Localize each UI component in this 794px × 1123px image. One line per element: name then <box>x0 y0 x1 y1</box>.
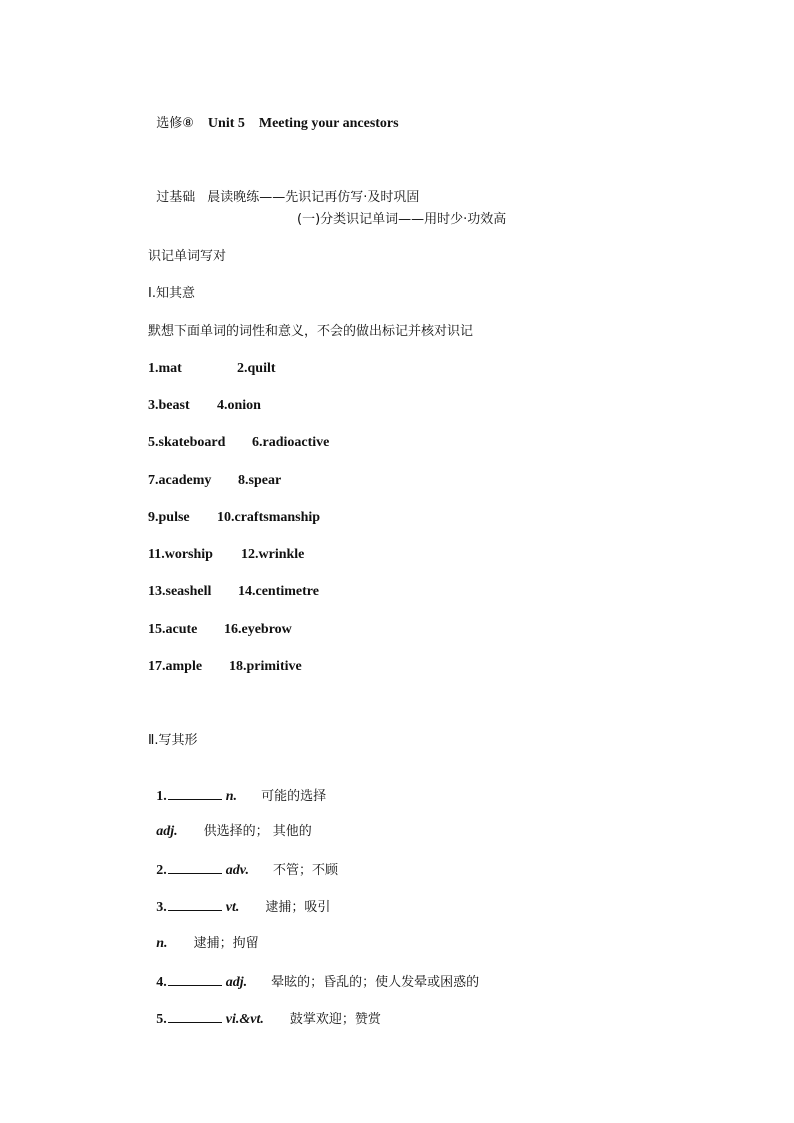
answer-blank[interactable] <box>168 973 222 986</box>
item-number: 3. <box>156 900 167 915</box>
list-item <box>148 845 338 879</box>
unit-label: Unit 5 <box>207 116 245 131</box>
part-of-speech: n. <box>225 789 238 804</box>
word-item: 6.radioactive <box>252 435 330 450</box>
part-of-speech: vt. <box>225 900 240 915</box>
list-item <box>148 882 330 916</box>
part-of-speech: adv. <box>225 863 249 878</box>
word-item: 14.centimetre <box>238 584 319 599</box>
part-of-speech: adj. <box>156 824 178 839</box>
meaning: 逮捕；拘留 <box>193 936 259 951</box>
meaning: 供选择的； 其他的 <box>203 824 312 839</box>
word-item: 13.seashell <box>148 584 212 599</box>
meaning: 逮捕；吸引 <box>265 900 331 915</box>
word-item: 4.onion <box>217 398 261 413</box>
answer-blank[interactable] <box>168 898 222 911</box>
unit-title: Meeting your ancestors <box>258 116 399 131</box>
list-item <box>148 547 304 563</box>
section-subtitle: 晨读晚练——先识记再仿写·及时巩固 <box>207 190 420 205</box>
word-item: 18.primitive <box>229 659 302 674</box>
list-item <box>148 435 329 451</box>
list-item <box>148 361 276 377</box>
word-item: 15.acute <box>148 622 198 637</box>
word-item: 12.wrinkle <box>241 547 305 562</box>
meaning: 晕眩的；昏乱的；使人发晕或困惑的 <box>271 975 480 990</box>
part-of-speech: n. <box>156 936 168 951</box>
meaning: 鼓掌欢迎；赞赏 <box>289 1012 381 1027</box>
page-title <box>148 100 399 132</box>
list-item <box>148 957 479 991</box>
list-item <box>148 510 320 526</box>
word-item: 9.pulse <box>148 510 190 525</box>
part1-instruction: 默想下面单词的词性和意义，不会的做出标记并核对识记 <box>148 324 474 339</box>
word-item: 17.ample <box>148 659 203 674</box>
answer-blank[interactable] <box>168 861 222 874</box>
word-item: 16.eyebrow <box>224 622 292 637</box>
word-item: 5.skateboard <box>148 435 226 450</box>
subsection-heading: 识记单词写对 <box>148 249 227 264</box>
list-item <box>148 398 261 414</box>
list-item <box>148 920 259 952</box>
item-number: 1. <box>156 789 167 804</box>
part2-heading: Ⅱ.写其形 <box>148 733 198 748</box>
part-of-speech: vi.&vt. <box>225 1012 264 1027</box>
section-label: 过基础 <box>156 190 196 205</box>
part-of-speech: adj. <box>225 975 248 990</box>
list-item <box>148 808 312 840</box>
word-item: 3.beast <box>148 398 190 413</box>
word-item: 11.worship <box>148 547 213 562</box>
list-item <box>148 473 281 489</box>
list-item <box>148 659 302 675</box>
word-item: 2.quilt <box>237 361 276 376</box>
meaning: 不管；不顾 <box>272 863 338 878</box>
book-label: 选修⑧ <box>156 116 194 131</box>
center-title: (一)分类识记单词——用时少·功效高 <box>297 212 507 227</box>
answer-blank[interactable] <box>168 1010 222 1023</box>
list-item <box>148 994 381 1028</box>
word-item: 1.mat <box>148 361 182 376</box>
item-number: 4. <box>156 975 167 990</box>
word-item: 8.spear <box>238 473 282 488</box>
item-number: 5. <box>156 1012 167 1027</box>
list-item <box>148 584 319 600</box>
item-number: 2. <box>156 863 167 878</box>
list-item <box>148 622 292 638</box>
word-item: 10.craftsmanship <box>217 510 321 525</box>
part1-heading: Ⅰ.知其意 <box>148 286 195 301</box>
list-item <box>148 771 326 805</box>
word-item: 7.academy <box>148 473 212 488</box>
answer-blank[interactable] <box>168 787 222 800</box>
section-heading <box>148 174 419 206</box>
meaning: 可能的选择 <box>261 789 327 804</box>
